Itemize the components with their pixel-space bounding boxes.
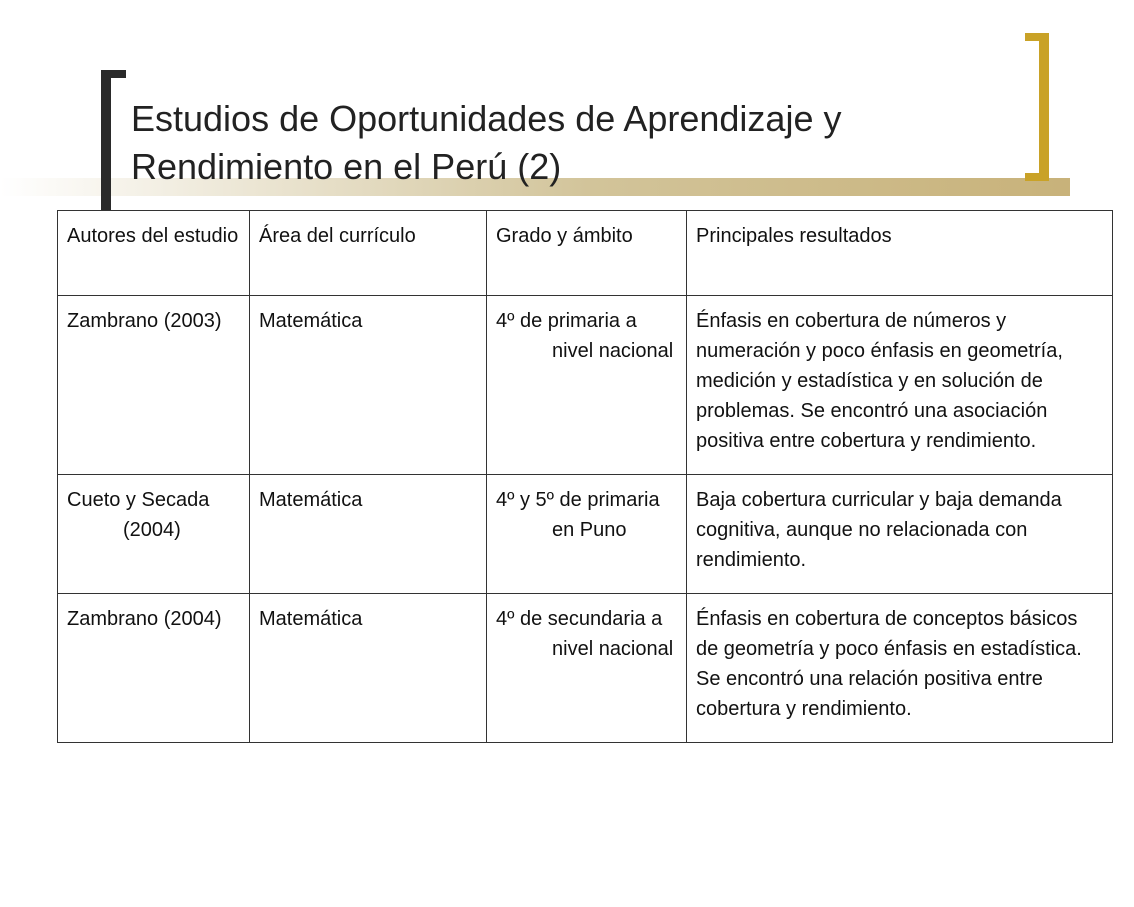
header-area: Área del currículo	[250, 211, 487, 296]
cell-resultados: Énfasis en cobertura de conceptos básicos de geometría y poco énfasis en estadística. Se encontró una relación positiva entre cobertura y rendimiento.	[687, 594, 1113, 743]
table-row	[58, 475, 1113, 594]
table-row	[58, 296, 1113, 475]
cell-grado: 4º de primaria a nivel nacional	[487, 296, 687, 475]
cell-resultados: Baja cobertura curricular y baja demanda cognitiva, aunque no relacionada con rendimiento.	[687, 475, 1113, 594]
cell-grado: 4º de secundaria a nivel nacional	[487, 594, 687, 743]
header-autores: Autores del estudio	[58, 211, 250, 296]
cell-grado: 4º y 5º de primaria en Puno	[487, 475, 687, 594]
header-grado: Grado y ámbito	[487, 211, 687, 296]
table-header-row	[58, 211, 1113, 296]
cell-resultados: Énfasis en cobertura de números y numeración y poco énfasis en geometría, medición y estadística y en solución de problemas. Se encontró una asociación positiva entre cobertura y rendimiento.	[687, 296, 1113, 475]
cell-area: Matemática	[250, 296, 487, 475]
cell-autores: Zambrano (2004)	[58, 594, 250, 743]
cell-area: Matemática	[250, 594, 487, 743]
studies-table	[57, 210, 1113, 743]
cell-autores: Cueto y Secada (2004)	[58, 475, 250, 594]
header-resultados: Principales resultados	[687, 211, 1113, 296]
table-row	[58, 594, 1113, 743]
slide-title-line-2: Rendimiento en el Perú (2)	[131, 146, 562, 187]
cell-area: Matemática	[250, 475, 487, 594]
right-bracket-decoration	[1025, 33, 1049, 181]
cell-autores: Zambrano (2003)	[58, 296, 250, 475]
left-bracket-decoration	[101, 70, 126, 218]
slide-title	[131, 95, 1011, 191]
slide-title-line-1: Estudios de Oportunidades de Aprendizaje y	[131, 98, 842, 139]
